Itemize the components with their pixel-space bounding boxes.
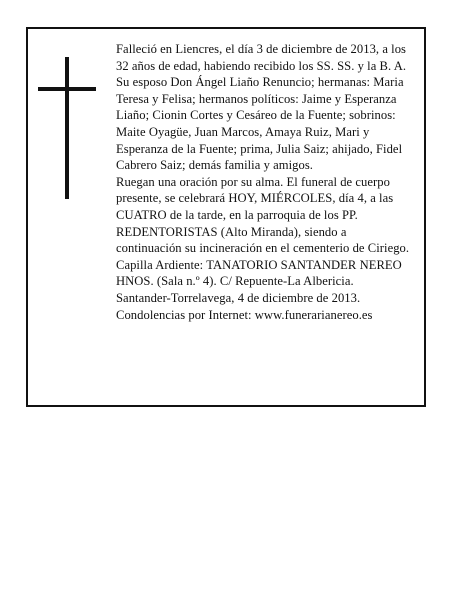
cross-horizontal-bar xyxy=(38,87,96,91)
place-date: Santander-Torrelavega, 4 de diciembre de 2013. xyxy=(116,290,361,305)
cross-icon xyxy=(38,57,96,199)
funeral-details: Ruegan una oración por su alma. El funeral de cuerpo presente, se celebrará HOY, MIÉRCOLES, día 4, a las CUATRO de la tarde, en la parroquia de los PP. REDENTORISTAS (Alto Miranda), siendo a continuación su incineración en el cementerio de Ciriego. Capilla Ardiente: TANATORIO SANTANDER NEREO HNOS. (Sala n.º 4). C/ Repuente-La Albericia. xyxy=(116,174,410,289)
obituary-notice xyxy=(26,27,426,407)
family-list: Su esposo Don Ángel Liaño Renuncio; hermanas: Maria Teresa y Felisa; hermanos políticos: Jaime y Esperanza Liaño; Cionin Cortes y Cesáreo de la Fuente; sobrinos: Maite Oyagüe, Juan Marcos, Amaya Ruiz, Mari y Esperanza de la Fuente; prima, Julia Saiz; ahijado, Fidel Cabrero Saiz; demás familia y amigos. xyxy=(116,75,404,173)
condolences-line: Condolencias por Internet: www.funerarianereo.es xyxy=(116,307,373,322)
death-announcement: Falleció en Liencres, el día 3 de diciembre de 2013, a los 32 años de edad, habiendo recibido los SS. SS. y la B. A. xyxy=(116,42,407,73)
cross-vertical-bar xyxy=(65,57,69,199)
obituary-text xyxy=(116,41,412,323)
